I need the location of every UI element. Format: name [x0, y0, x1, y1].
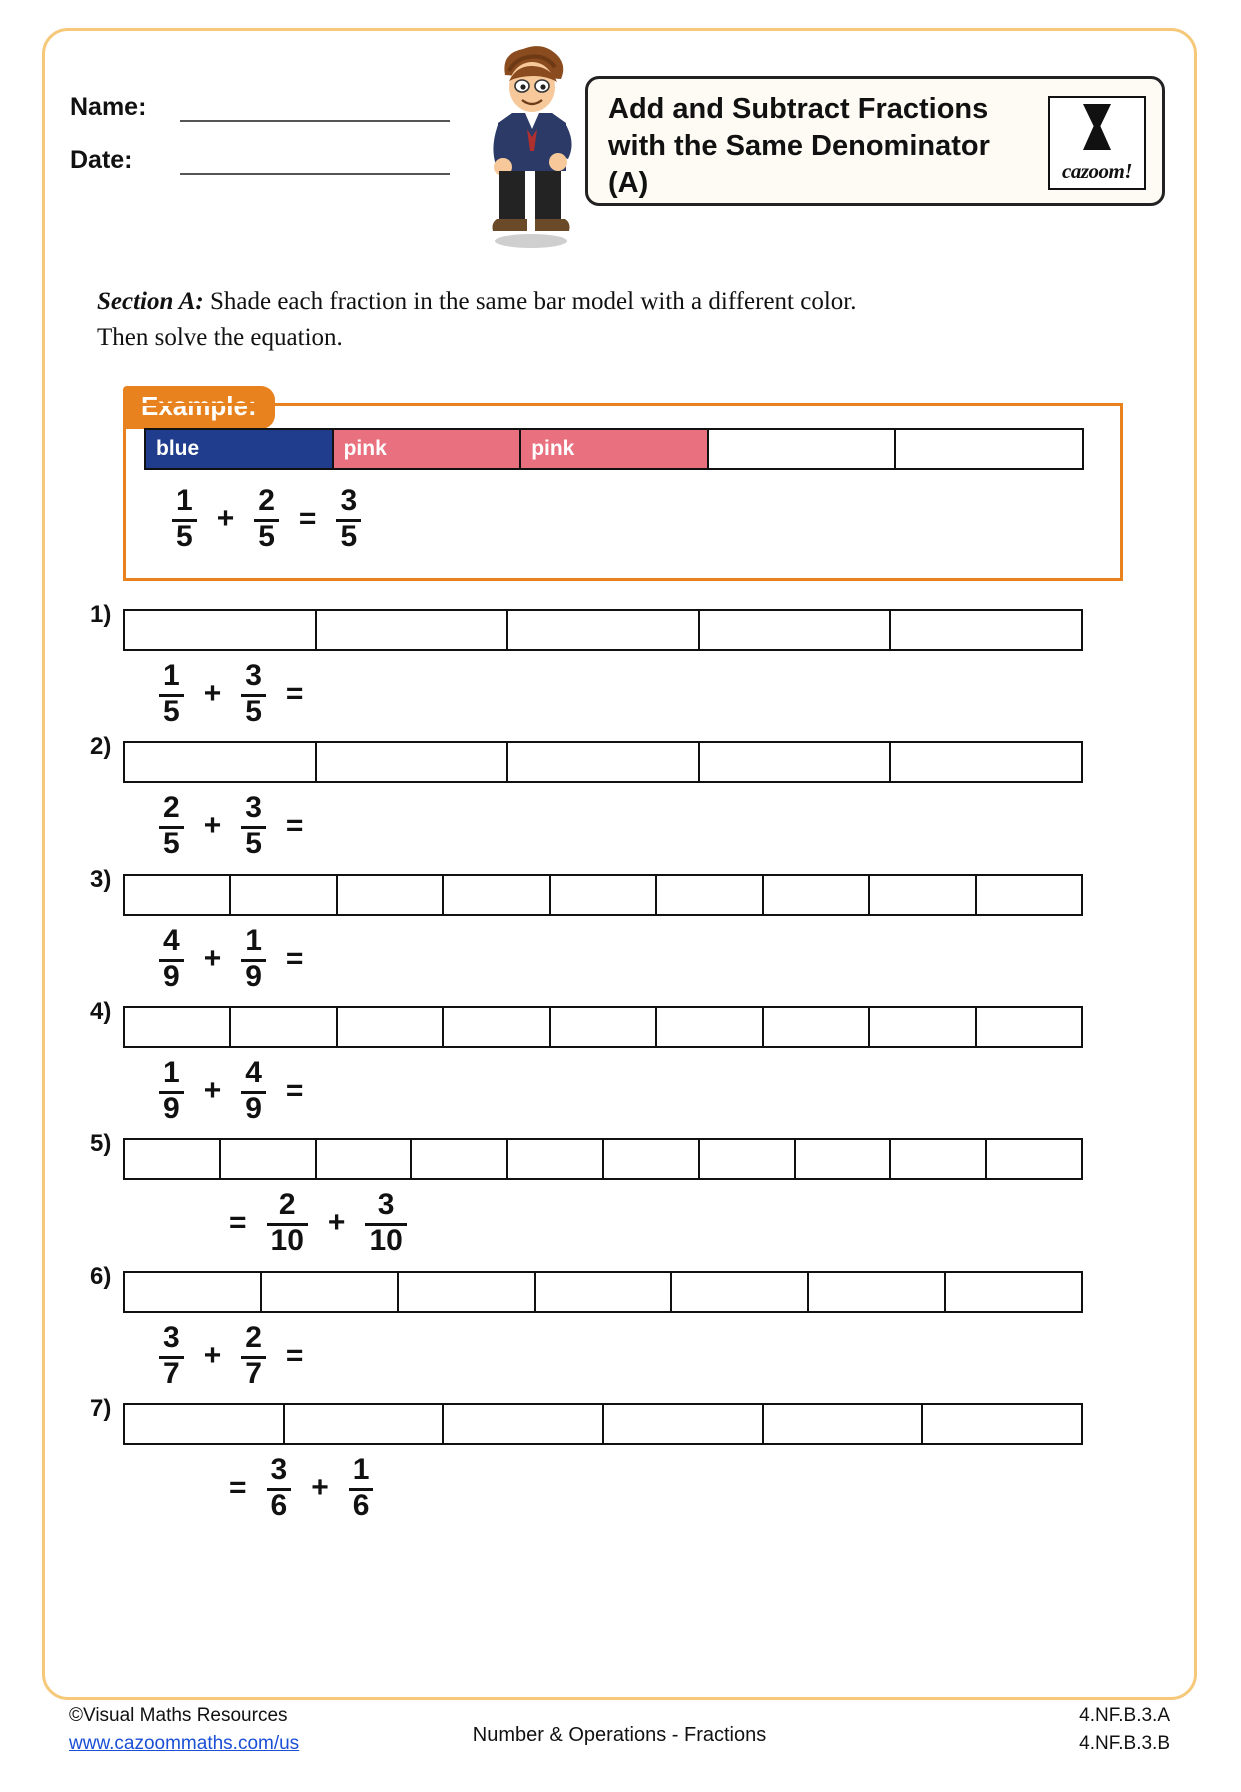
fraction — [336, 486, 361, 552]
bar-cell[interactable] — [508, 1140, 604, 1178]
worksheet-footer — [45, 1702, 1194, 1792]
bar-cell[interactable] — [444, 876, 550, 914]
date-input-line[interactable] — [180, 151, 450, 175]
bar-cell[interactable] — [977, 876, 1081, 914]
instruction-text-1: Shade each fraction in the same bar model with a different color. — [203, 288, 857, 315]
fraction — [159, 926, 184, 992]
denominator: 6 — [349, 1488, 374, 1522]
example-bar-model — [144, 428, 1084, 470]
bar-model[interactable] — [123, 1006, 1083, 1048]
date-label: Date: — [70, 146, 133, 174]
bar-cell[interactable] — [536, 1273, 673, 1311]
bar-cell[interactable] — [317, 611, 509, 649]
page-title: Add and Subtract Fractions with the Same Denominator (A) — [608, 93, 990, 200]
numerator: 4 — [245, 1056, 262, 1089]
bar-cell[interactable] — [338, 1008, 444, 1046]
bar-cell[interactable] — [551, 876, 657, 914]
equals-sign: = — [285, 1339, 304, 1373]
denominator: 5 — [172, 519, 197, 553]
numerator: 2 — [163, 791, 180, 824]
bar-cell[interactable] — [700, 1140, 796, 1178]
fraction — [159, 1058, 184, 1124]
equals-sign: = — [285, 677, 304, 711]
fraction — [267, 1455, 292, 1521]
bar-cell[interactable] — [870, 876, 976, 914]
bar-cell[interactable] — [221, 1140, 317, 1178]
fraction — [159, 793, 184, 859]
denominator: 9 — [159, 1091, 184, 1125]
example-tab-label: Example: — [123, 386, 275, 429]
fraction — [241, 661, 266, 727]
bar-cell[interactable] — [672, 1273, 809, 1311]
instruction-line-1 — [97, 284, 1097, 320]
numerator: 1 — [352, 1453, 370, 1486]
bar-cell: pink — [334, 430, 522, 468]
denominator: 5 — [159, 694, 184, 728]
example-equation — [166, 486, 367, 552]
operator: + — [203, 677, 222, 711]
bar-cell[interactable] — [285, 1405, 445, 1443]
bar-cell — [709, 430, 897, 468]
bar-cell[interactable] — [977, 1008, 1081, 1046]
website-link[interactable]: www.cazoommaths.com/us — [69, 1732, 300, 1754]
bar-cell[interactable] — [809, 1273, 946, 1311]
footer-standards — [1079, 1702, 1170, 1757]
name-label: Name: — [70, 93, 147, 121]
bar-cell[interactable] — [508, 743, 700, 781]
operator: + — [311, 1471, 329, 1505]
bar-cell[interactable] — [604, 1140, 700, 1178]
worksheet-page — [42, 28, 1197, 1754]
fraction — [241, 1323, 266, 1389]
bar-cell[interactable] — [604, 1405, 764, 1443]
section-label: Section A: — [97, 288, 204, 315]
equals-sign: = — [285, 942, 304, 976]
bar-cell[interactable] — [231, 876, 337, 914]
operator: + — [216, 502, 235, 536]
question-equation — [215, 1190, 413, 1256]
footer-topic: Number & Operations - Fractions — [472, 1724, 767, 1746]
operator: + — [327, 1206, 346, 1240]
fraction — [172, 486, 197, 552]
equals-sign: = — [285, 1074, 304, 1108]
fraction — [365, 1190, 406, 1256]
bar-cell[interactable] — [412, 1140, 508, 1178]
boy-student-icon — [465, 41, 595, 256]
bar-cell[interactable] — [764, 876, 870, 914]
bar-cell[interactable] — [125, 1405, 285, 1443]
worksheet-header — [45, 31, 1194, 261]
question-number: 3) — [90, 866, 112, 893]
bar-cell[interactable] — [923, 1405, 1081, 1443]
numerator: 3 — [245, 791, 262, 824]
question-number: 2) — [90, 733, 112, 760]
bar-cell[interactable] — [891, 611, 1081, 649]
bar-cell: blue — [146, 430, 334, 468]
cazoom-logo — [1048, 96, 1146, 190]
bar-model[interactable] — [123, 1138, 1083, 1180]
bar-cell[interactable] — [764, 1008, 870, 1046]
bar-cell[interactable] — [125, 743, 317, 781]
equals-sign: = — [285, 809, 304, 843]
denominator: 9 — [241, 1091, 266, 1125]
equals-sign: = — [298, 502, 317, 536]
numerator: 3 — [270, 1453, 288, 1486]
denominator: 5 — [254, 519, 279, 553]
bar-cell[interactable] — [262, 1273, 399, 1311]
numerator: 2 — [258, 484, 275, 517]
bar-cell[interactable] — [444, 1405, 604, 1443]
bar-cell[interactable] — [125, 1273, 262, 1311]
equals-sign: = — [229, 1471, 247, 1505]
fraction — [241, 926, 266, 992]
bar-model[interactable] — [123, 1403, 1083, 1445]
bar-cell[interactable] — [987, 1140, 1081, 1178]
bar-cell[interactable] — [796, 1140, 892, 1178]
denominator: 7 — [241, 1356, 266, 1390]
name-input-line[interactable] — [180, 98, 450, 122]
fraction — [241, 1058, 266, 1124]
numerator: 4 — [163, 924, 180, 957]
bar-cell[interactable] — [508, 611, 700, 649]
operator: + — [203, 1339, 222, 1373]
denominator: 5 — [336, 519, 361, 553]
hourglass-icon — [1083, 104, 1111, 150]
bar-cell[interactable] — [946, 1273, 1081, 1311]
worksheet-title-box — [585, 76, 1165, 206]
copyright-text: ©Visual Maths Resources — [69, 1705, 288, 1726]
equals-sign: = — [229, 1206, 247, 1240]
numerator: 2 — [278, 1188, 296, 1221]
denominator: 10 — [267, 1223, 308, 1257]
denominator: 5 — [159, 826, 184, 860]
question-number: 4) — [90, 998, 112, 1025]
fraction — [254, 486, 279, 552]
numerator: 2 — [245, 1321, 262, 1354]
bar-cell[interactable] — [317, 1140, 413, 1178]
question-equation — [153, 1058, 317, 1124]
operator: + — [203, 809, 222, 843]
denominator: 7 — [159, 1356, 184, 1390]
bar-cell[interactable] — [125, 1008, 231, 1046]
question-equation — [153, 793, 317, 859]
question-number: 5) — [90, 1130, 112, 1157]
operator: + — [203, 942, 222, 976]
operator: + — [203, 1074, 222, 1108]
denominator: 5 — [241, 826, 266, 860]
example-box — [123, 403, 1123, 581]
denominator: 5 — [241, 694, 266, 728]
numerator: 3 — [340, 484, 358, 517]
bar-model[interactable] — [123, 1271, 1083, 1313]
fraction — [159, 661, 184, 727]
name-field-row — [70, 93, 450, 122]
bar-cell[interactable] — [891, 1140, 987, 1178]
fraction — [159, 1323, 184, 1389]
section-instructions — [97, 284, 1097, 357]
question-number: 6) — [90, 1263, 112, 1290]
standard-2: 4.NF.B.3.B — [1079, 1732, 1170, 1754]
fraction — [349, 1455, 374, 1521]
bar-cell[interactable] — [125, 611, 317, 649]
bar-model[interactable] — [123, 741, 1083, 783]
numerator: 3 — [377, 1188, 395, 1221]
denominator: 6 — [267, 1488, 292, 1522]
numerator: 1 — [163, 659, 180, 692]
question-equation — [215, 1455, 379, 1521]
question-equation — [153, 661, 317, 727]
bar-cell[interactable] — [700, 743, 892, 781]
denominator: 9 — [159, 959, 184, 993]
numerator: 3 — [163, 1321, 180, 1354]
numerator: 1 — [176, 484, 193, 517]
bar-cell[interactable] — [657, 876, 763, 914]
bar-cell[interactable] — [891, 743, 1081, 781]
denominator: 9 — [241, 959, 266, 993]
bar-cell[interactable] — [870, 1008, 976, 1046]
numerator: 1 — [245, 924, 262, 957]
fraction — [241, 793, 266, 859]
bar-cell[interactable] — [399, 1273, 536, 1311]
question-equation — [153, 1323, 317, 1389]
numerator: 1 — [163, 1056, 180, 1089]
bar-model[interactable] — [123, 874, 1083, 916]
bar-cell[interactable] — [444, 1008, 550, 1046]
date-field-row — [70, 146, 450, 175]
bar-cell[interactable] — [551, 1008, 657, 1046]
bar-cell[interactable] — [125, 1140, 221, 1178]
logo-wordmark: cazoom! — [1062, 159, 1132, 183]
bar-cell[interactable] — [317, 743, 509, 781]
bar-cell[interactable] — [231, 1008, 337, 1046]
bar-cell — [896, 430, 1082, 468]
standard-1: 4.NF.B.3.A — [1079, 1705, 1170, 1726]
numerator: 3 — [245, 659, 262, 692]
bar-cell[interactable] — [338, 876, 444, 914]
bar-cell[interactable] — [700, 611, 892, 649]
bar-cell[interactable] — [764, 1405, 924, 1443]
bar-cell[interactable] — [657, 1008, 763, 1046]
bar-model[interactable] — [123, 609, 1083, 651]
bar-cell[interactable] — [125, 876, 231, 914]
question-number: 1) — [90, 601, 112, 628]
bar-cell: pink — [521, 430, 709, 468]
question-number: 7) — [90, 1395, 112, 1422]
denominator: 10 — [365, 1223, 406, 1257]
fraction — [267, 1190, 308, 1256]
instruction-line-2: Then solve the equation. — [97, 324, 343, 352]
question-equation — [153, 926, 317, 992]
